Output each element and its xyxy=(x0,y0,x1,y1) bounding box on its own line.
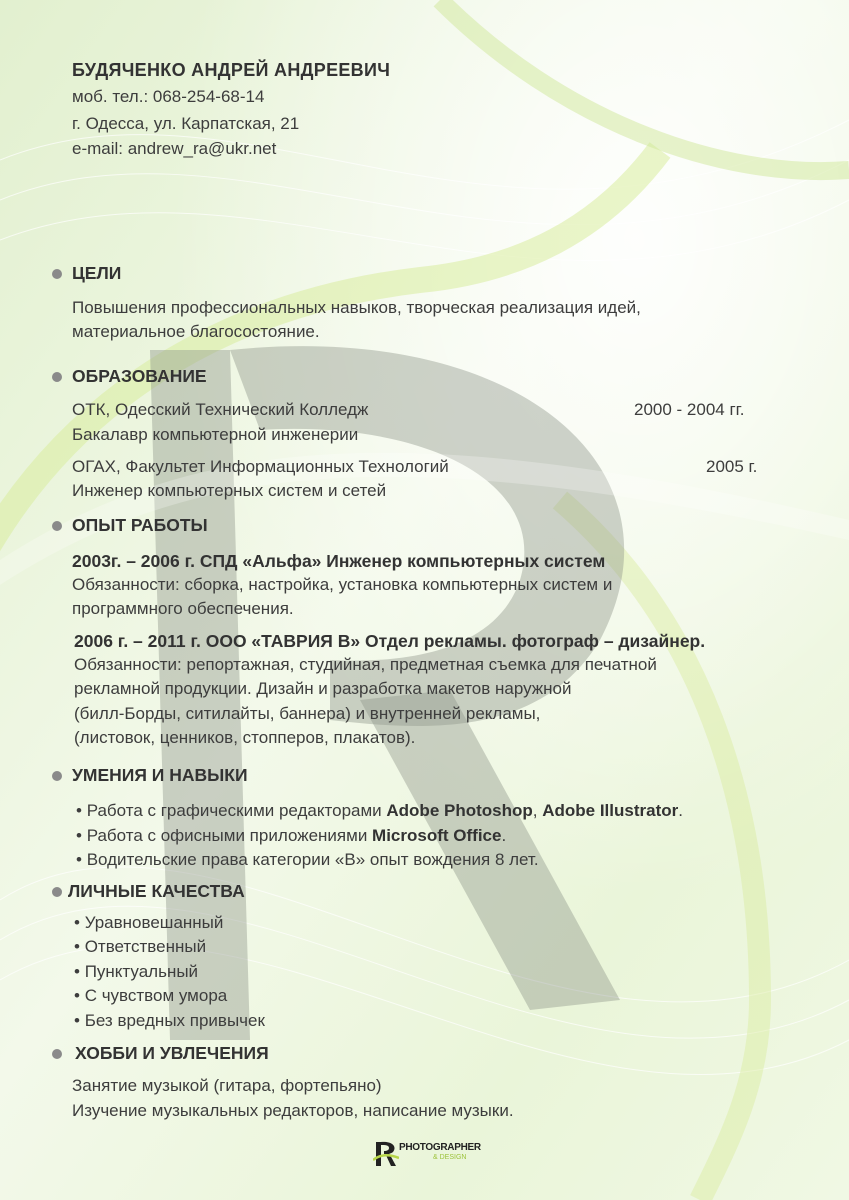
section-bullet-icon xyxy=(52,521,62,531)
education-years: 2005 г. xyxy=(706,457,758,476)
skill-end: . xyxy=(501,826,507,845)
goals-line: Повышения профессиональных навыков, творческая реализация идей, xyxy=(72,298,641,317)
goals-line: материальное благосостояние. xyxy=(72,322,320,341)
quality-text: Без вредных привычек xyxy=(84,1011,265,1030)
skill-highlight: Adobe Photoshop xyxy=(386,801,533,820)
quality-text: Уравновешанный xyxy=(84,913,224,932)
skill-text: Работа с офисными приложениями xyxy=(86,826,373,845)
education-school: ОГАХ, Факультет Информационных Технологий xyxy=(72,457,449,476)
section-title-goals: ЦЕЛИ xyxy=(72,263,122,283)
education-years: 2000 - 2004 гг. xyxy=(634,400,745,419)
quality-item: • С чувством умора xyxy=(74,986,228,1005)
education-school: ОТК, Одесский Технический Колледж xyxy=(72,400,369,419)
skill-end: . xyxy=(678,801,683,820)
section-bullet-icon xyxy=(52,771,62,781)
section-title-hobbies: ХОББИ И УВЛЕЧЕНИЯ xyxy=(75,1043,269,1063)
quality-item: • Пунктуальный xyxy=(74,962,199,981)
logo-subtext: & DESIGN xyxy=(433,1154,467,1161)
quality-text: Ответственный xyxy=(84,937,207,956)
quality-text: Пунктуальный xyxy=(84,962,199,981)
quality-text: С чувством умора xyxy=(84,986,228,1005)
section-bullet-icon xyxy=(52,887,62,897)
r-logo-icon xyxy=(373,1140,399,1168)
job-description-line: рекламной продукции. Дизайн и разработка макетов наружной xyxy=(74,679,572,698)
job-description-line: (билл-Борды, ситилайты, баннера) и внутренней рекламы, xyxy=(74,704,541,723)
section-bullet-icon xyxy=(52,372,62,382)
section-title-personal: ЛИЧНЫЕ КАЧЕСТВА xyxy=(68,881,245,901)
job-heading: 2003г. – 2006 г. СПД «Альфа» Инженер компьютерных систем xyxy=(72,551,606,571)
hobby-line: Изучение музыкальных редакторов, написание музыки. xyxy=(72,1101,514,1120)
section-title-experience: ОПЫТ РАБОТЫ xyxy=(72,515,208,535)
skill-item: • Работа с графическими редакторами Adobe Photoshop, Adobe Illustrator. xyxy=(76,801,683,820)
job-description-line: Обязанности: репортажная, студийная, предметная съемка для печатной xyxy=(74,655,657,674)
education-degree: Бакалавр компьютерной инженерии xyxy=(72,425,359,444)
section-title-education: ОБРАЗОВАНИЕ xyxy=(72,366,207,386)
skill-highlight: Microsoft Office xyxy=(372,826,502,845)
section-bullet-icon xyxy=(52,1049,62,1059)
skill-item: • Работа с офисными приложениями Microsoft Office. xyxy=(76,826,507,845)
quality-item: • Без вредных привычек xyxy=(74,1011,265,1030)
skill-text: Водительские права категории «В» опыт вождения 8 лет. xyxy=(86,850,539,869)
quality-item: • Ответственный xyxy=(74,937,207,956)
skill-separator: , xyxy=(532,801,543,820)
email: e-mail: andrew_ra@ukr.net xyxy=(72,139,277,158)
education-degree: Инженер компьютерных систем и сетей xyxy=(72,481,387,500)
address: г. Одесса, ул. Карпатская, 21 xyxy=(72,114,300,133)
section-bullet-icon xyxy=(52,269,62,279)
hobby-line: Занятие музыкой (гитара, фортепьяно) xyxy=(72,1076,382,1095)
section-title-skills: УМЕНИЯ И НАВЫКИ xyxy=(72,765,248,785)
skill-text: Работа с графическими редакторами xyxy=(86,801,387,820)
job-description-line: Обязанности: сборка, настройка, установка компьютерных систем и xyxy=(72,575,613,594)
phone-number: моб. тел.: 068-254-68-14 xyxy=(72,87,265,106)
job-description-line: программного обеспечения. xyxy=(72,599,294,618)
job-description-line: (листовок, ценников, стопперов, плакатов). xyxy=(74,728,416,747)
logo-text: PHOTOGRAPHER xyxy=(399,1142,481,1153)
quality-item: • Уравновешанный xyxy=(74,913,224,932)
skill-item: • Водительские права категории «В» опыт вождения 8 лет. xyxy=(76,850,539,869)
job-heading: 2006 г. – 2011 г. ООО «ТАВРИЯ В» Отдел рекламы. фотограф – дизайнер. xyxy=(74,631,706,651)
photographer-logo xyxy=(373,1140,483,1168)
person-name: БУДЯЧЕНКО АНДРЕЙ АНДРЕЕВИЧ xyxy=(72,60,391,80)
skill-highlight: Adobe Illustrator xyxy=(542,801,679,820)
